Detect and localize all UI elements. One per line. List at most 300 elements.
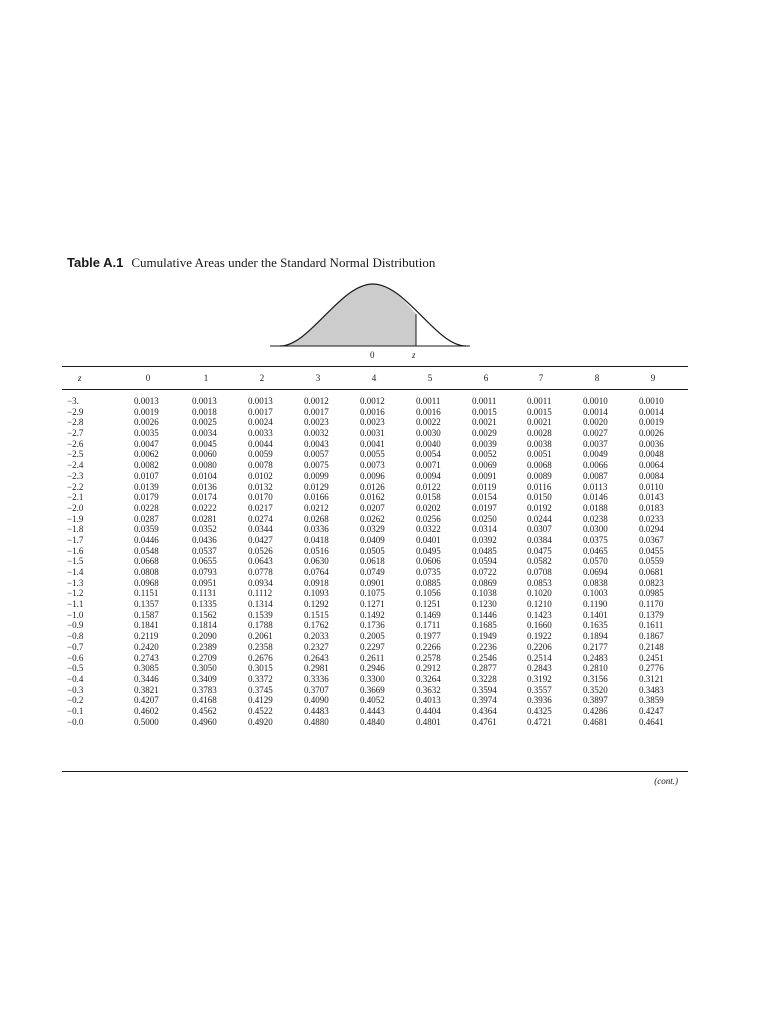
table-row (62, 524, 688, 535)
table-cell: 0.3085 (134, 663, 159, 674)
table-cell: 0.0436 (192, 534, 217, 545)
z-value: −1.4 (67, 567, 84, 577)
table-cell: 0.1469 (416, 609, 441, 620)
table-cell: 0.0132 (248, 481, 273, 492)
table-cell: 0.3897 (583, 695, 608, 706)
table-cell: 0.0099 (304, 470, 329, 481)
table-cell: 0.0119 (472, 481, 497, 492)
table-cell: 0.0040 (416, 438, 441, 449)
table-row (62, 449, 688, 460)
table-cell: 0.0033 (248, 428, 273, 439)
z-value: −0.4 (67, 673, 84, 684)
table-cell: 0.0023 (304, 417, 329, 428)
table-cell: 0.0838 (583, 577, 608, 588)
table-cell: 0.0024 (248, 417, 273, 428)
table-cell: 0.0019 (134, 406, 159, 417)
table-cell: 0.1230 (472, 599, 497, 610)
table-cell: 0.1515 (304, 609, 329, 620)
table-cell: 0.0764 (304, 567, 329, 577)
table-cell: 0.3156 (583, 673, 608, 684)
table-row (62, 663, 688, 674)
table-cell: 0.0025 (192, 417, 217, 428)
table-cell: 0.4920 (248, 716, 273, 727)
table-cell: 0.0465 (583, 545, 608, 556)
z-value: −1.9 (67, 513, 84, 524)
table-cell: 0.1711 (416, 620, 441, 631)
table-cell: 0.3745 (248, 684, 273, 695)
table-row (62, 620, 688, 631)
table-cell: 0.0869 (472, 577, 497, 588)
table-label: Table A.1 (67, 255, 124, 270)
table-cell: 0.0062 (134, 449, 159, 460)
table-cell: 0.0559 (639, 556, 664, 567)
z-value: −2.7 (67, 428, 84, 439)
table-cell: 0.3336 (304, 673, 329, 684)
table-cell: 0.1170 (639, 599, 664, 610)
table-cell: 0.0010 (639, 396, 664, 406)
table-cell: 0.1423 (527, 609, 552, 620)
table-row (62, 610, 688, 621)
table-cell: 0.0985 (639, 588, 664, 599)
table-cell: 0.2148 (639, 641, 664, 652)
table-cell: 0.1020 (527, 588, 552, 599)
table-cell: 0.0039 (472, 438, 497, 449)
table-cell: 0.1401 (583, 609, 608, 620)
table-cell: 0.0029 (472, 428, 497, 439)
continued-note: (cont.) (654, 776, 678, 786)
table-cell: 0.0548 (134, 545, 159, 556)
table-cell: 0.0170 (248, 492, 273, 503)
table-cell: 0.5000 (134, 716, 159, 727)
table-cell: 0.1894 (583, 631, 608, 642)
table-cell: 0.1056 (416, 588, 441, 599)
table-cell: 0.0034 (192, 428, 217, 439)
table-cell: 0.2946 (360, 663, 385, 674)
table-cell: 0.4168 (192, 695, 217, 706)
table-cell: 0.4721 (527, 716, 552, 727)
table-cell: 0.0516 (304, 545, 329, 556)
table-cell: 0.0375 (583, 534, 608, 545)
table-cell: 0.0188 (583, 502, 608, 513)
table-cell: 0.4443 (360, 705, 385, 716)
table-cell: 0.2451 (639, 652, 664, 663)
z-value: −1.1 (67, 599, 84, 610)
table-cell: 0.3859 (639, 695, 664, 706)
table-cell: 0.0060 (192, 449, 217, 460)
table-cell: 0.0094 (416, 470, 441, 481)
table-cell: 0.0793 (192, 567, 217, 577)
table-cell: 0.0075 (304, 460, 329, 471)
column-header: 0 (145, 373, 151, 383)
table-cell: 0.0014 (583, 406, 608, 417)
table-cell: 0.0122 (416, 481, 441, 492)
table-cell: 0.0885 (416, 577, 441, 588)
table-cell: 0.0287 (134, 513, 159, 524)
z-value: −0.7 (67, 641, 84, 652)
shaded-area (280, 284, 416, 346)
table-row (62, 556, 688, 567)
table-cell: 0.1762 (304, 620, 329, 631)
table-cell: 0.1093 (304, 588, 329, 599)
table-cell: 0.0217 (248, 502, 273, 513)
table-row (62, 706, 688, 717)
table-cell: 0.0228 (134, 502, 159, 513)
table-cell: 0.0475 (527, 545, 552, 556)
table-cell: 0.0392 (472, 534, 497, 545)
table-row (62, 428, 688, 439)
table-cell: 0.0618 (360, 556, 385, 567)
table-cell: 0.0778 (248, 567, 273, 577)
column-header: 9 (650, 373, 656, 383)
table-row (62, 514, 688, 525)
table-cell: 0.0192 (527, 502, 552, 513)
table-cell: 0.3707 (304, 684, 329, 695)
table-cell: 0.0012 (360, 396, 385, 406)
table-cell: 0.0021 (472, 417, 497, 428)
z-value: −2.6 (67, 438, 84, 449)
table-cell: 0.0080 (192, 460, 217, 471)
table-cell: 0.4960 (192, 716, 217, 727)
table-cell: 0.3669 (360, 684, 385, 695)
table-cell: 0.0051 (527, 449, 552, 460)
table-cell: 0.0735 (416, 567, 441, 577)
table-cell: 0.0570 (583, 556, 608, 567)
table-cell: 0.0015 (472, 406, 497, 417)
table-caption (67, 255, 435, 271)
table-cell: 0.3192 (527, 673, 552, 684)
table-cell: 0.4404 (416, 705, 441, 716)
table-cell: 0.2090 (192, 631, 217, 642)
table-cell: 0.2514 (527, 652, 552, 663)
table-cell: 0.0823 (639, 577, 664, 588)
table-cell: 0.0047 (134, 438, 159, 449)
table-cell: 0.0028 (527, 428, 552, 439)
table-cell: 0.0212 (304, 502, 329, 513)
table-cell: 0.4483 (304, 705, 329, 716)
table-cell: 0.3015 (248, 663, 273, 674)
table-cell: 0.0012 (304, 396, 329, 406)
table-cell: 0.0222 (192, 502, 217, 513)
table-cell: 0.0154 (472, 492, 497, 503)
table-cell: 0.0064 (639, 460, 664, 471)
table-cell: 0.2483 (583, 652, 608, 663)
table-cell: 0.0409 (360, 534, 385, 545)
table-cell: 0.1446 (472, 609, 497, 620)
table-cell: 0.0013 (248, 396, 273, 406)
table-row (62, 439, 688, 450)
z-value: −2.5 (67, 449, 84, 460)
table-cell: 0.0934 (248, 577, 273, 588)
table-cell: 0.0694 (583, 567, 608, 577)
table-cell: 0.0322 (416, 524, 441, 535)
table-cell: 0.1841 (134, 620, 159, 631)
table-cell: 0.0262 (360, 513, 385, 524)
table-cell: 0.0367 (639, 534, 664, 545)
bottom-rule (62, 771, 688, 772)
z-column-header: z (78, 373, 82, 383)
table-cell: 0.4052 (360, 695, 385, 706)
table-cell: 0.0643 (248, 556, 273, 567)
table-cell: 0.0307 (527, 524, 552, 535)
table-cell: 0.0026 (134, 417, 159, 428)
table-cell: 0.0013 (192, 396, 217, 406)
table-row (62, 588, 688, 599)
z-value: −1.3 (67, 577, 84, 588)
table-cell: 0.0668 (134, 556, 159, 567)
column-header: 6 (483, 373, 489, 383)
table-cell: 0.0708 (527, 567, 552, 577)
table-cell: 0.0043 (304, 438, 329, 449)
table-cell: 0.1314 (248, 599, 273, 610)
z-value: −2.2 (67, 481, 84, 492)
table-cell: 0.0082 (134, 460, 159, 471)
table-cell: 0.0274 (248, 513, 273, 524)
table-cell: 0.0021 (527, 417, 552, 428)
table-cell: 0.1210 (527, 599, 552, 610)
table-cell: 0.0256 (416, 513, 441, 524)
table-cell: 0.3936 (527, 695, 552, 706)
table-cell: 0.0011 (472, 396, 497, 406)
column-header: 8 (594, 373, 600, 383)
table-cell: 0.3974 (472, 695, 497, 706)
table-cell: 0.1949 (472, 631, 497, 642)
table-cell: 0.0808 (134, 567, 159, 577)
table-cell: 0.0968 (134, 577, 159, 588)
table-cell: 0.2877 (472, 663, 497, 674)
table-cell: 0.0526 (248, 545, 273, 556)
table-cell: 0.0030 (416, 428, 441, 439)
table-cell: 0.2643 (304, 652, 329, 663)
table-cell: 0.0136 (192, 481, 217, 492)
table-cell: 0.0036 (639, 438, 664, 449)
table-cell: 0.0078 (248, 460, 273, 471)
table-cell: 0.4801 (416, 716, 441, 727)
table-cell: 0.0655 (192, 556, 217, 567)
table-cell: 0.0071 (416, 460, 441, 471)
table-cell: 0.0023 (360, 417, 385, 428)
table-cell: 0.0018 (192, 406, 217, 417)
table-cell: 0.1379 (639, 609, 664, 620)
table-cell: 0.2709 (192, 652, 217, 663)
table-cell: 0.0104 (192, 470, 217, 481)
table-cell: 0.0146 (583, 492, 608, 503)
table-cell: 0.1003 (583, 588, 608, 599)
table-cell: 0.2743 (134, 652, 159, 663)
table-cell: 0.0066 (583, 460, 608, 471)
table-cell: 0.0455 (639, 545, 664, 556)
table-cell: 0.2389 (192, 641, 217, 652)
table-cell: 0.0011 (527, 396, 552, 406)
table-cell: 0.0035 (134, 428, 159, 439)
table-cell: 0.0091 (472, 470, 497, 481)
table-cell: 0.0089 (527, 470, 552, 481)
table-cell: 0.1539 (248, 609, 273, 620)
table-row (62, 685, 688, 696)
table-cell: 0.0016 (360, 406, 385, 417)
column-header: 2 (259, 373, 265, 383)
table-cell: 0.0049 (583, 449, 608, 460)
table-cell: 0.0048 (639, 449, 664, 460)
table-cell: 0.1492 (360, 609, 385, 620)
table-row (62, 417, 688, 428)
table-row (62, 460, 688, 471)
table-cell: 0.4090 (304, 695, 329, 706)
table-cell: 0.0294 (639, 524, 664, 535)
zero-label: 0 (370, 350, 375, 360)
table-cell: 0.4364 (472, 705, 497, 716)
table-cell: 0.0068 (527, 460, 552, 471)
table-cell: 0.2033 (304, 631, 329, 642)
table-cell: 0.2420 (134, 641, 159, 652)
z-value: −1.5 (67, 556, 84, 567)
table-cell: 0.0087 (583, 470, 608, 481)
column-header: 4 (371, 373, 377, 383)
table-cell: 0.2546 (472, 652, 497, 663)
table-row (62, 642, 688, 653)
table-cell: 0.3483 (639, 684, 664, 695)
table-cell: 0.1922 (527, 631, 552, 642)
table-cell: 0.0233 (639, 513, 664, 524)
z-value: −1.2 (67, 588, 84, 599)
table-cell: 0.4880 (304, 716, 329, 727)
z-value: −0.3 (67, 684, 84, 695)
table-cell: 0.0918 (304, 577, 329, 588)
table-cell: 0.3821 (134, 684, 159, 695)
table-cell: 0.1038 (472, 588, 497, 599)
table-cell: 0.1251 (416, 599, 441, 610)
table-cell: 0.0158 (416, 492, 441, 503)
column-header: 5 (427, 373, 433, 383)
table-row (62, 471, 688, 482)
table-row (62, 546, 688, 557)
table-cell: 0.3783 (192, 684, 217, 695)
table-cell: 0.0901 (360, 577, 385, 588)
table-cell: 0.1562 (192, 609, 217, 620)
table-cell: 0.0749 (360, 567, 385, 577)
table-cell: 0.0026 (639, 428, 664, 439)
table-cell: 0.2358 (248, 641, 273, 652)
table-cell: 0.1271 (360, 599, 385, 610)
table-row (62, 578, 688, 589)
table-cell: 0.0016 (416, 406, 441, 417)
table-cell: 0.0011 (416, 396, 441, 406)
table-cell: 0.3300 (360, 673, 385, 684)
table-cell: 0.0300 (583, 524, 608, 535)
z-value: −1.8 (67, 524, 84, 535)
top-rule (62, 366, 688, 367)
table-cell: 0.0179 (134, 492, 159, 503)
table-cell: 0.0722 (472, 567, 497, 577)
table-cell: 0.0057 (304, 449, 329, 460)
table-cell: 0.0336 (304, 524, 329, 535)
table-cell: 0.0352 (192, 524, 217, 535)
z-value: −2.4 (67, 460, 84, 471)
table-row (62, 482, 688, 493)
table-cell: 0.1635 (583, 620, 608, 631)
z-value: −3. (67, 396, 79, 406)
table-cell: 0.0344 (248, 524, 273, 535)
table-row (62, 631, 688, 642)
table-cell: 0.1814 (192, 620, 217, 631)
table-cell: 0.2177 (583, 641, 608, 652)
z-value: −2.9 (67, 406, 84, 417)
table-row (62, 407, 688, 418)
z-value: −0.2 (67, 695, 84, 706)
table-cell: 0.0401 (416, 534, 441, 545)
table-cell: 0.0505 (360, 545, 385, 556)
table-cell: 0.3520 (583, 684, 608, 695)
table-cell: 0.3264 (416, 673, 441, 684)
table-cell: 0.0594 (472, 556, 497, 567)
table-cell: 0.3372 (248, 673, 273, 684)
table-cell: 0.0054 (416, 449, 441, 460)
table-cell: 0.2206 (527, 641, 552, 652)
table-cell: 0.2810 (583, 663, 608, 674)
table-cell: 0.0084 (639, 470, 664, 481)
z-value: −2.8 (67, 417, 84, 428)
table-cell: 0.3446 (134, 673, 159, 684)
table-cell: 0.2119 (134, 631, 159, 642)
table-cell: 0.0485 (472, 545, 497, 556)
table-cell: 0.4325 (527, 705, 552, 716)
table-cell: 0.1075 (360, 588, 385, 599)
table-cell: 0.1112 (248, 588, 273, 599)
table-cell: 0.4641 (639, 716, 664, 727)
table-cell: 0.0116 (527, 481, 552, 492)
table-cell: 0.0384 (527, 534, 552, 545)
table-cell: 0.2266 (416, 641, 441, 652)
table-cell: 0.0059 (248, 449, 273, 460)
table-cell: 0.0045 (192, 438, 217, 449)
table-row (62, 695, 688, 706)
table-cell: 0.1151 (134, 588, 159, 599)
table-cell: 0.2912 (416, 663, 441, 674)
table-title: Cumulative Areas under the Standard Normal Distribution (131, 255, 436, 270)
table-cell: 0.0495 (416, 545, 441, 556)
z-value: −1.6 (67, 545, 84, 556)
column-header: 3 (315, 373, 321, 383)
table-cell: 0.2611 (360, 652, 385, 663)
column-header: 7 (538, 373, 544, 383)
table-cell: 0.0102 (248, 470, 273, 481)
table-cell: 0.2843 (527, 663, 552, 674)
table-cell: 0.0041 (360, 438, 385, 449)
table-cell: 0.0015 (527, 406, 552, 417)
table-cell: 0.1131 (192, 588, 217, 599)
table-cell: 0.2061 (248, 631, 273, 642)
table-cell: 0.0446 (134, 534, 159, 545)
table-cell: 0.0537 (192, 545, 217, 556)
table-cell: 0.0073 (360, 460, 385, 471)
table-cell: 0.0037 (583, 438, 608, 449)
table-cell: 0.0582 (527, 556, 552, 567)
z-value: −1.7 (67, 534, 84, 545)
table-cell: 0.0044 (248, 438, 273, 449)
z-value: −0.8 (67, 631, 84, 642)
table-cell: 0.4129 (248, 695, 273, 706)
table-cell: 0.1190 (583, 599, 608, 610)
table-cell: 0.0020 (583, 417, 608, 428)
table-cell: 0.4761 (472, 716, 497, 727)
table-cell: 0.0174 (192, 492, 217, 503)
table-cell: 0.1292 (304, 599, 329, 610)
table-cell: 0.0069 (472, 460, 497, 471)
table-cell: 0.2776 (639, 663, 664, 674)
table-cell: 0.2578 (416, 652, 441, 663)
table-cell: 0.1788 (248, 620, 273, 631)
table-cell: 0.0126 (360, 481, 385, 492)
table-cell: 0.0853 (527, 577, 552, 588)
